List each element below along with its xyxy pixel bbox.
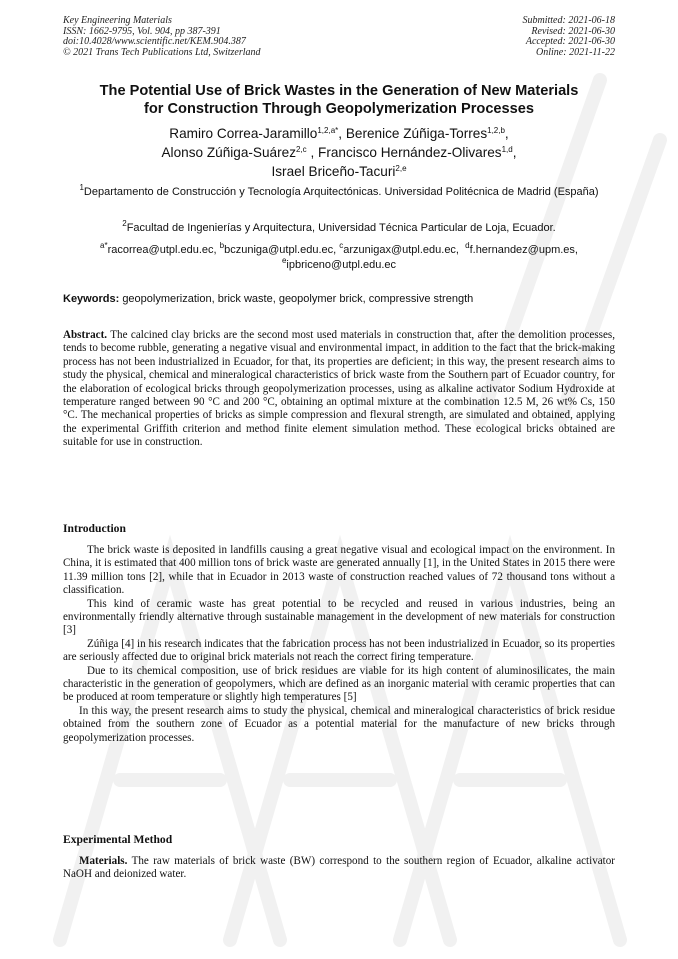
affiliation-number: 2 bbox=[122, 219, 127, 228]
email-mark: b bbox=[219, 241, 225, 250]
journal-name: Key Engineering Materials bbox=[63, 15, 172, 26]
email-link[interactable]: ipbriceno@utpl.edu.ec bbox=[286, 259, 397, 271]
email-link[interactable]: arzunigax@utpl.edu.ec, bbox=[343, 244, 459, 256]
email-mark: a* bbox=[100, 241, 108, 250]
email-list bbox=[60, 243, 618, 273]
author-affiliation-mark: 1,d bbox=[501, 145, 513, 154]
affiliation-2 bbox=[60, 221, 618, 236]
keywords-label: Keywords: bbox=[63, 293, 120, 305]
author-name: Francisco Hernández-Olivares bbox=[318, 145, 502, 160]
author-name: Israel Briceño-Tacuri bbox=[271, 164, 396, 179]
author-name: Alonso Zúñiga-Suárez bbox=[161, 145, 296, 160]
online-date: Online: 2021-11-22 bbox=[536, 46, 615, 58]
paragraph: In this way, the present research aims to study the physical, chemical and mineralogical characteristics of brick residue obtained from the southern zone of Ecuador as a potential material for the manufacture of new bricks through geopolymerization processes. bbox=[63, 704, 615, 744]
paragraph: This kind of ceramic waste has great potential to be recycled and reused in various industries, being an environmentally friendly alternative through sustainable management in the development of new materials for construction [3] bbox=[63, 597, 615, 637]
author-list: Ramiro Correa-Jaramillo$^{1,2,a*}$, Berenice Zúñiga-Torres$^{1,2,b}$, Alonso Zúñiga-Suárez$^{2,c}$ , Francisco Hernández-Olivares$^{1,d}$, Israel Briceño-Tacuri$^{2,e}$ bbox=[161, 126, 517, 179]
affiliation-number: 1 bbox=[79, 183, 84, 192]
paragraph: Due to its chemical composition, use of brick residues are viable for its high content of aluminosilicates, the main characteristic in the generation of geopolymers, which are defined as an inorganic material with ceramic properties that can be produced at room temperature or slightly high temperatures [5] bbox=[63, 664, 615, 704]
title-line-2: for Construction Through Geopolymerization Processes bbox=[143, 101, 535, 117]
journal-info bbox=[63, 16, 261, 58]
author-affiliation-mark: 2,c bbox=[296, 145, 307, 154]
paper-title bbox=[60, 82, 618, 118]
abstract bbox=[63, 329, 615, 450]
materials-label: Materials. bbox=[79, 855, 128, 867]
title-line-1: The Potential Use of Brick Wastes in the Generation of New Materials bbox=[99, 83, 579, 99]
affiliation-1 bbox=[60, 185, 618, 200]
section-heading-experimental: Experimental Method bbox=[63, 833, 173, 846]
email-link[interactable]: bczuniga@utpl.edu.ec, bbox=[224, 244, 337, 256]
email-mark: e bbox=[281, 256, 287, 265]
accepted-date: Accepted: 2021-06-30 bbox=[525, 36, 615, 47]
email-link[interactable]: racorrea@utpl.edu.ec, bbox=[107, 244, 217, 256]
introduction-body bbox=[63, 544, 615, 745]
affiliation-text: Departamento de Construcción y Tecnología Arquitectónicas. Universidad Politécnica de Madrid (España) bbox=[83, 186, 599, 198]
keywords-line bbox=[63, 292, 615, 307]
email-mark: c bbox=[339, 241, 344, 250]
email-link[interactable]: f.hernandez@upm.es, bbox=[469, 244, 578, 256]
materials-paragraph bbox=[63, 855, 615, 882]
submission-dates bbox=[523, 16, 616, 58]
abstract-text: The calcined clay bricks are the second most used materials in construction that, after the demolition processes, tends to become rubble, generating a negative visual and environmental impact, in addition to the fact that the brick-making process has not been industrialized in Ecuador, for that, its properties are deficient; in this way, the present research aims to study the physical, chemical and mineralogical characteristics of brick waste from the Southern part of Ecuador country, for the elaboration of ecological bricks through geopolymerization processes, using as alkaline activator Sodium Hydroxide at temperature ranged between 90 °C and 200 °C, obtaining an optimal mixture at the combination 12.5 M, 26 wt% Cs, 150 °C. The mechanical properties of bricks as simple compression and flexural strength, are simulated and obtained, applying the experimental Griffith criterion and method finite element simulation method. These ecological bricks obtained are suitable for use in construction. bbox=[63, 329, 615, 449]
submitted-date: Submitted: 2021-06-18 bbox=[522, 15, 615, 26]
doi-line: doi:10.4028/www.scientific.net/KEM.904.387 bbox=[63, 36, 246, 47]
author-affiliation-mark: 1,2,a* bbox=[317, 126, 339, 135]
abstract-label: Abstract. bbox=[63, 329, 108, 341]
paragraph: Zúñiga [4] in his research indicates that the fabrication process has not been industrialized in Ecuador, so its properties are seriously affected due to original brick materials not reach the correct firing temperature. bbox=[63, 637, 615, 664]
paragraph: The brick waste is deposited in landfills causing a great negative visual and ecological impact on the environment. In China, it is estimated that 400 million tons of brick waste are generated annually [1], in the United States in 2015 there were 11.39 million tons [2], while that in Ecuador in 2013 waste of construction reached values of 72 thousand tons without a classification. bbox=[63, 544, 615, 597]
keywords-text: geopolymerization, brick waste, geopolymer brick, compressive strength bbox=[122, 293, 474, 305]
issn-line: ISSN: 1662-9795, Vol. 904, pp 387-391 bbox=[63, 25, 221, 37]
affiliation-text: Facultad de Ingenierías y Arquitectura, Universidad Técnica Particular de Loja, Ecuador. bbox=[126, 222, 556, 234]
section-heading-introduction: Introduction bbox=[63, 522, 126, 535]
author-affiliation-mark: 1,2,b bbox=[487, 126, 505, 135]
revised-date: Revised: 2021-06-30 bbox=[531, 25, 615, 37]
author-name: Ramiro Correa-Jaramillo bbox=[169, 126, 318, 141]
author-affiliation-mark: 2,e bbox=[395, 164, 407, 173]
copyright-line: © 2021 Trans Tech Publications Ltd, Switzerland bbox=[63, 46, 261, 58]
email-mark: d bbox=[465, 241, 470, 250]
materials-text: The raw materials of brick waste (BW) correspond to the southern region of Ecuador, alkaline activator NaOH and deionized water. bbox=[63, 855, 616, 881]
author-name: Berenice Zúñiga-Torres bbox=[345, 126, 488, 141]
